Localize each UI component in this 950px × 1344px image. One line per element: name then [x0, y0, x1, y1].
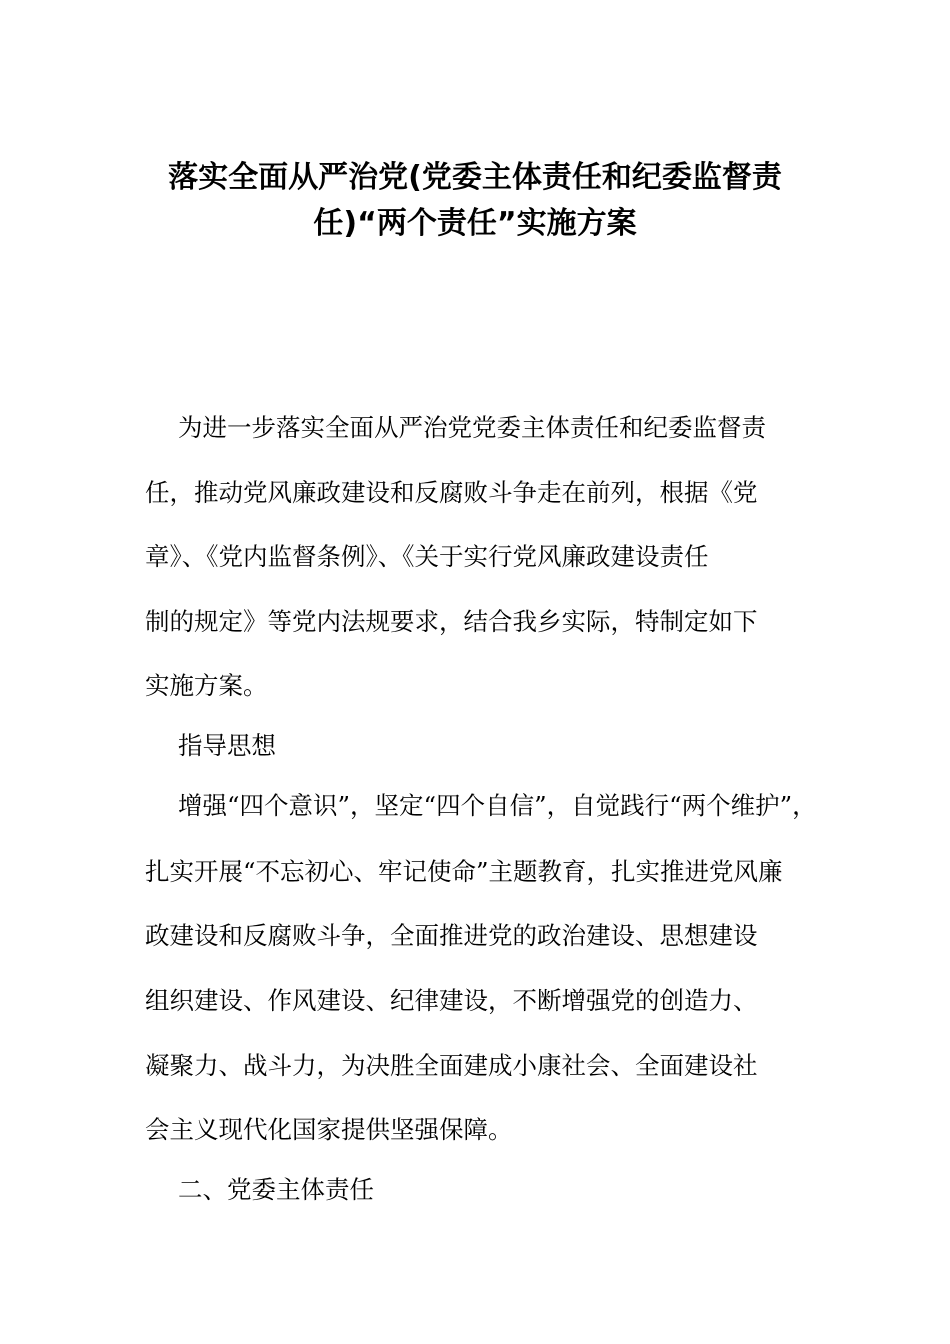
guiding-ideology-paragraph-line: 增强“四个意识”，坚定“四个自信”，自觉践行“两个维护”，: [178, 791, 817, 820]
intro-paragraph-line: 任，推动党风廉政建设和反腐败斗争走在前列，根据《党: [145, 478, 758, 507]
document-title-line-2: 任)“两个责任”实施方案: [313, 206, 637, 241]
guiding-ideology-paragraph-line: 组织建设、作风建设、纪律建设，不断增强党的创造力、: [145, 986, 758, 1015]
guiding-ideology-paragraph-line: 会主义现代化国家提供坚强保障。: [145, 1115, 513, 1144]
guiding-ideology-paragraph-line: 政建设和反腐败斗争，全面推进党的政治建设、思想建设: [145, 921, 758, 950]
section-heading-guiding-ideology: 指导思想: [178, 731, 276, 760]
document-title-line-1: 落实全面从严治党(党委主体责任和纪委监督责: [168, 160, 782, 195]
intro-paragraph-line: 章》、《党内监督条例》、《关于实行党风廉政建设责任: [145, 542, 709, 571]
section-heading-party-committee-responsibility: 二、党委主体责任: [178, 1175, 374, 1204]
intro-paragraph-line: 制的规定》等党内法规要求，结合我乡实际，特制定如下: [145, 607, 758, 636]
intro-paragraph-line: 实施方案。: [145, 671, 268, 700]
guiding-ideology-paragraph-line: 扎实开展“不忘初心、牢记使命”主题教育，扎实推进党风廉: [145, 857, 783, 886]
intro-paragraph-line: 为进一步落实全面从严治党党委主体责任和纪委监督责: [178, 413, 766, 442]
guiding-ideology-paragraph-line: 凝聚力、战斗力，为决胜全面建成小康社会、全面建设社: [145, 1051, 758, 1080]
